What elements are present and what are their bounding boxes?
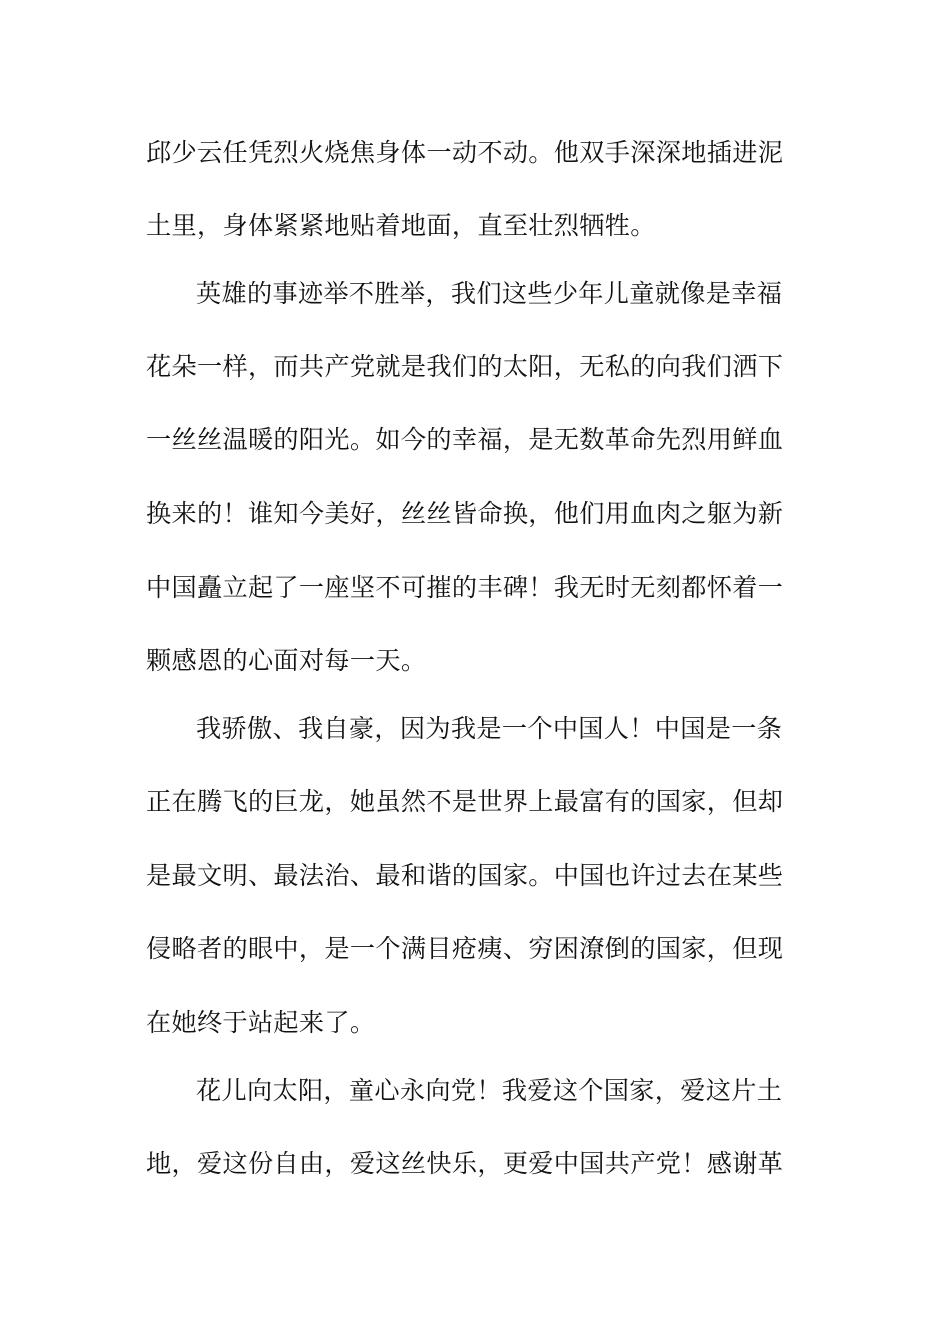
- text-line: 换来的！谁知今美好，丝丝皆命换，他们用血肉之躯为新: [146, 499, 784, 528]
- text-line: 中国矗立起了一座坚不可摧的丰碑！我无时无刻都怀着一: [146, 573, 784, 602]
- text-line: 在她终于站起来了。: [146, 1008, 376, 1037]
- paragraph-start-line: 花儿向太阳，童心永向党！我爱这个国家，爱这片土: [196, 1076, 783, 1105]
- paragraph-start-line: 我骄傲、我自豪，因为我是一个中国人！中国是一条: [196, 714, 783, 743]
- text-line: 土里，身体紧紧地贴着地面，直至壮烈牺牲。: [146, 211, 656, 240]
- text-line: 邱少云任凭烈火烧焦身体一动不动。他双手深深地插进泥: [146, 138, 784, 167]
- text-line: 地，爱这份自由，爱这丝快乐，更爱中国共产党！感谢革: [146, 1149, 784, 1178]
- text-line: 颗感恩的心面对每一天。: [146, 646, 427, 675]
- text-line: 侵略者的眼中，是一个满目疮痍、穷困潦倒的国家，但现: [146, 934, 784, 963]
- text-line: 一丝丝温暖的阳光。如今的幸福，是无数革命先烈用鲜血: [146, 425, 784, 454]
- paragraph-start-line: 英雄的事迹举不胜举，我们这些少年儿童就像是幸福: [196, 279, 783, 308]
- text-line: 是最文明、最法治、最和谐的国家。中国也许过去在某些: [146, 861, 784, 890]
- text-line: 正在腾飞的巨龙，她虽然不是世界上最富有的国家，但却: [146, 787, 784, 816]
- text-line: 花朵一样，而共产党就是我们的太阳，无私的向我们洒下: [146, 352, 784, 381]
